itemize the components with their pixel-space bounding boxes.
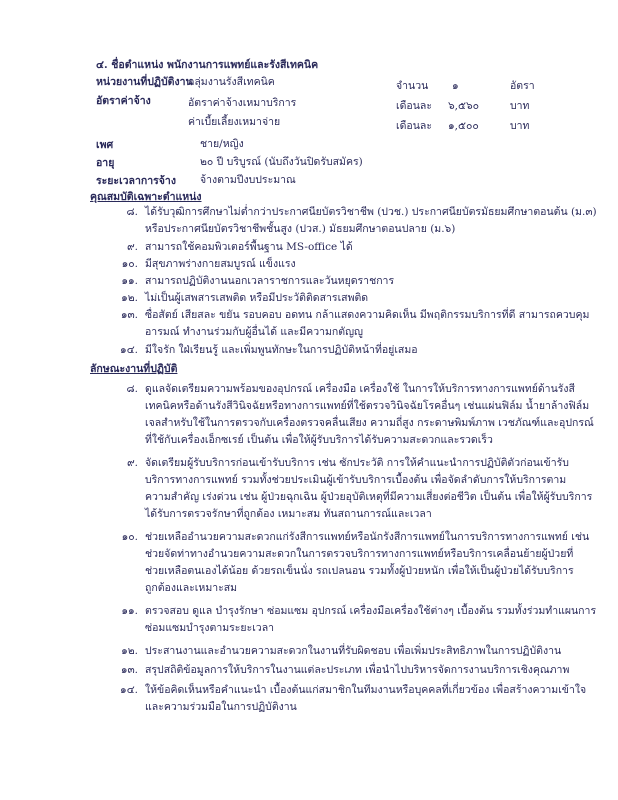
period-label: ระยะเวลาการจ้าง (96, 175, 176, 187)
duty-number: ๘. (126, 383, 138, 395)
duty-number: ๑๑. (121, 605, 138, 617)
qualification-line: ซื่อสัตย์ เสียสละ ขยัน รอบคอบ อดทน กล้าแสดงความคิดเห็น มีพฤติกรรมบริการที่ดี สามารถควบคุม (145, 309, 590, 321)
duty-line: ได้รับการตรวจรักษาที่ถูกต้อง เหมาะสม ทันสถานการณ์และเวลา (145, 508, 432, 520)
qualification-line: ได้รับวุฒิการศึกษาไม่ต่ำกว่าประกาศนียบัตรวิชาชีพ (ปวช.) ประกาศนียบัตรมัธยมศึกษาตอนต้น (ม.๓) (145, 206, 597, 218)
duty-line: และความร่วมมือในการปฏิบัติงาน (145, 701, 297, 713)
qualification-number: ๑๑. (121, 275, 138, 287)
unit-label: หน่วยงานที่ปฏิบัติงาน (96, 76, 193, 88)
duty-line: ถูกต้องและเหมาะสม (145, 582, 238, 594)
unit-value: กลุ่มงานรังสีเทคนิค (188, 76, 275, 88)
duty-line: ดูแลจัดเตรียมความพร้อมของอุปกรณ์ เครื่องมือ เครื่องใช้ ในการให้บริการทางการแพทย์ด้านรังสี (145, 383, 575, 395)
wage-value: อัตราค่าจ้างเหมาบริการ (188, 97, 297, 109)
wage-label: อัตราค่าจ้าง (96, 95, 151, 107)
duty-line: ช่วยเหลือตนเองได้น้อย ด้วยรถเข็นนั่ง รถเปลนอน รวมทั้งผู้ป่วยหนัก เพื่อให้เป็นผู้ป่วยได้รับบริการ (145, 565, 574, 577)
wage-month-label: เดือนละ (396, 100, 432, 112)
qualifications-title: คุณสมบัติเฉพาะตำแหน่ง (90, 191, 202, 203)
qualification-line: สามารถปฏิบัติงานนอกเวลาราชการและวันหยุดราชการ (145, 275, 395, 287)
duty-line: ซ่อมแซมบำรุงตามระยะเวลา (145, 622, 275, 634)
qualification-number: ๑๐. (121, 258, 138, 270)
allowance-month-label: เดือนละ (396, 120, 432, 132)
duty-number: ๑๔. (120, 684, 138, 696)
qualification-line: มีสุขภาพร่างกายสมบูรณ์ แข็งแรง (145, 258, 296, 270)
qualification-line: สามารถใช้คอมพิวเตอร์พื้นฐาน MS-office ได้ (145, 241, 353, 253)
duty-line: เทคนิคหรือด้านรังสีวินิจฉัยหรือทางการแพทย์ที่ใช้ตรวจวินิจฉัยโรคอื่นๆ เช่นแผ่นฟิล์ม น้ำยาล้างฟิล์ม (145, 400, 590, 412)
sex-value: ชาย/หญิง (200, 138, 244, 150)
qualification-line: อารมณ์ ทำงานร่วมกับผู้อื่นได้ และมีความกตัญญู (145, 326, 363, 338)
duty-line: ช่วยเหลืออำนวยความสะดวกแก่รังสีการแพทย์หรือนักรังสีการแพทย์ในการบริการทางการแพทย์ เช่น (145, 531, 590, 543)
amount-unit: อัตรา (510, 80, 535, 92)
duty-number: ๑๐. (121, 531, 138, 543)
duty-line: ความสำคัญ เร่งด่วน เช่น ผู้ป่วยฉุกเฉิน ผู้ป่วยอุบัติเหตุที่มีความเสี่ยงต่อชีวิต เป็นต้น เพื่อให้ผู้รับบริการ (145, 491, 593, 503)
duty-line: ให้ข้อคิดเห็นหรือคำแนะนำ เบื้องต้นแก่สมาชิกในทีมงานหรือบุคคลที่เกี่ยวข้อง เพื่อสร้างความเข้าใจ (145, 684, 587, 696)
qualification-number: ๑๔. (120, 344, 138, 356)
qualification-number: ๑๓. (120, 309, 138, 321)
qualification-number: ๙. (126, 241, 138, 253)
wage-amount: ๖,๕๖๐ (448, 100, 480, 112)
period-value: จ้างตามปีงบประมาณ (200, 174, 296, 186)
qualification-line: มีใจรัก ใฝ่เรียนรู้ และเพิ่มพูนทักษะในการปฏิบัติหน้าที่อยู่เสมอ (145, 344, 418, 356)
section-heading: ๔. ชื่อตำแหน่ง พนักงานการแพทย์และรังสีเทคนิค (96, 59, 319, 71)
duty-line: เจลสำหรับใช้ในการตรวจกับเครื่องตรวจคลื่นเสียง ความถี่สูง กระดาษพิมพ์ภาพ เวชภัณฑ์และอุปกรณ์ (145, 417, 594, 429)
allowance-value: ค่าเบี้ยเลี้ยงเหมาจ่าย (188, 116, 281, 128)
qualification-number: ๘. (126, 206, 138, 218)
duty-number: ๑๒. (121, 645, 138, 657)
duty-line: ช่วยจัดท่าทางอำนวยความสะดวกในการตรวจบริการทางการแพทย์หรือบริการเคลื่อนย้ายผู้ป่วยที่ (145, 548, 574, 560)
sex-label: เพศ (96, 139, 114, 151)
qualification-line: ไม่เป็นผู้เสพสารเสพติด หรือมีประวัติติดสารเสพติด (145, 292, 369, 304)
duty-number: ๑๓. (120, 664, 138, 676)
allowance-amount: ๑,๕๐๐ (448, 120, 479, 132)
duty-number: ๙. (126, 457, 138, 469)
duty-line: สรุปสถิติข้อมูลการให้บริการในงานแต่ละประเภท เพื่อนำไปบริหารจัดการงานบริการเชิงคุณภาพ (145, 664, 570, 676)
duty-line: บริการทางการแพทย์ รวมทั้งช่วยประเมินผู้เข้ารับบริการเบื้องต้น เพื่อจัดลำดับการให้บริการตาม (145, 474, 567, 486)
age-label: อายุ (96, 157, 115, 169)
duty-line: ตรวจสอบ ดูแล บำรุงรักษา ซ่อมแซม อุปกรณ์ เครื่องมือเครื่องใช้ต่างๆ เบื้องต้น รวมทั้งร่วมทำแผนการ (145, 605, 597, 617)
wage-unit: บาท (510, 100, 530, 112)
amount-value: ๑ (452, 80, 459, 92)
duty-line: ที่ใช้กับเครื่องเอ็กซเรย์ เป็นต้น เพื่อให้ผู้รับบริการได้รับความสะดวกและรวดเร็ว (145, 434, 493, 446)
duties-title: ลักษณะงานที่ปฏิบัติ (90, 363, 178, 375)
amount-label: จำนวน (396, 80, 429, 92)
duty-line: ประสานงานและอำนวยความสะดวกในงานที่รับผิดชอบ เพื่อเพิ่มประสิทธิภาพในการปฏิบัติงาน (145, 645, 562, 657)
qualification-number: ๑๒. (121, 292, 138, 304)
qualification-line: หรือประกาศนียบัตรวิชาชีพชั้นสูง (ปวส.) มัธยมศึกษาตอนปลาย (ม.๖) (145, 223, 456, 235)
age-value: ๒๐ ปี บริบูรณ์ (นับถึงวันปิดรับสมัคร) (200, 156, 363, 168)
duty-line: จัดเตรียมผู้รับบริการก่อนเข้ารับบริการ เช่น ซักประวัติ การให้คำแนะนำการปฏิบัติตัวก่อนเข้ารับ (145, 457, 569, 469)
allowance-unit: บาท (510, 120, 530, 132)
